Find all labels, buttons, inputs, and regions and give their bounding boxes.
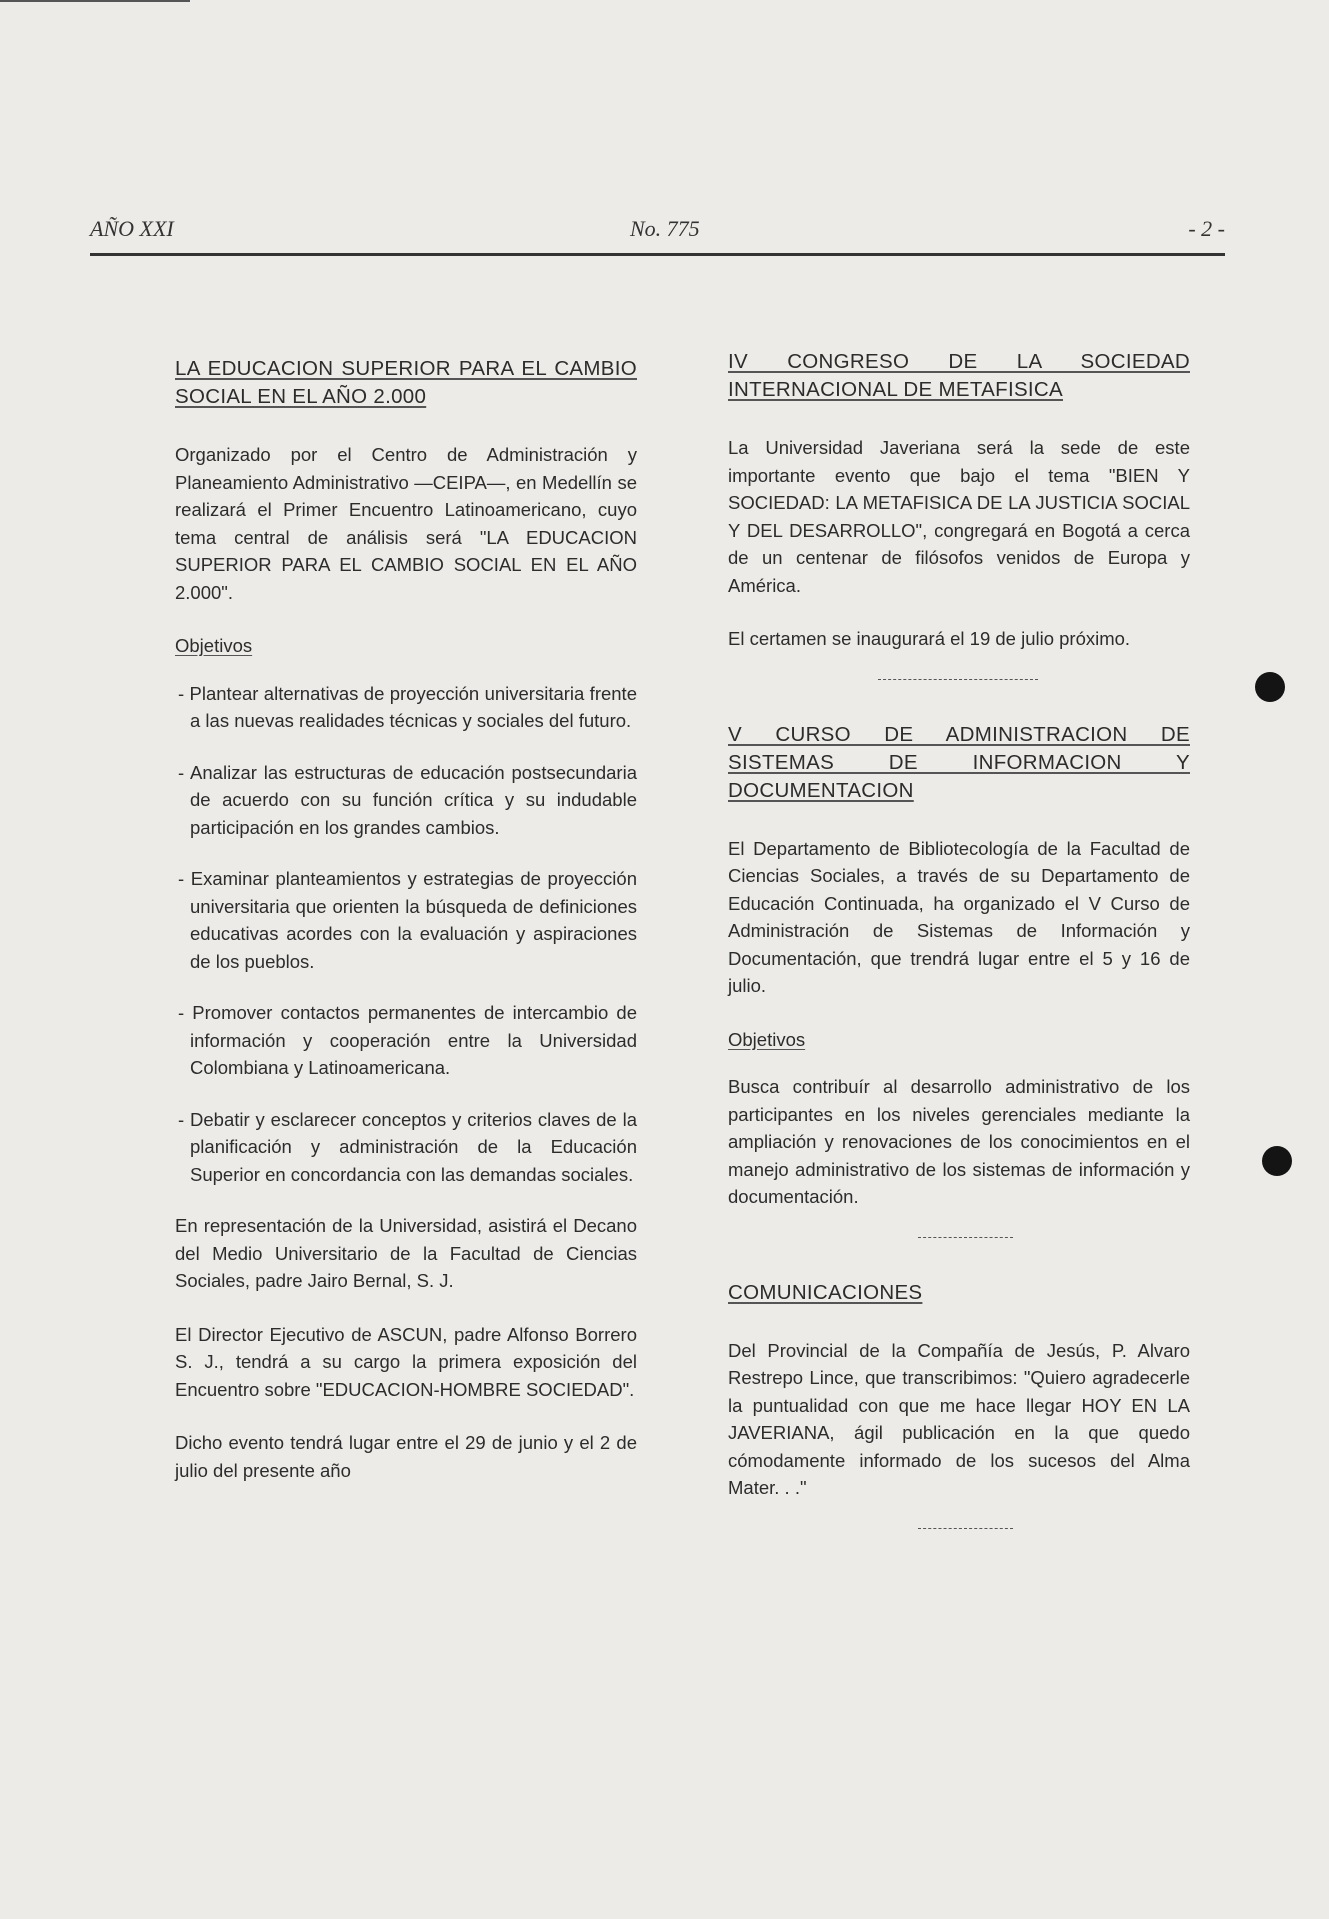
binder-hole-dot: [1255, 672, 1285, 702]
article-title-education: LA EDUCACION SUPERIOR PARA EL CAMBIO SOCIAL EN EL AÑO 2.000: [175, 357, 637, 408]
section-divider: [918, 1237, 1013, 1239]
objectives-label: Objetivos: [175, 635, 253, 656]
communications-paragraph: Del Provincial de la Compañía de Jesús, P. Alvaro Restrepo Lince, que transcribimos: "Quiero agradecerle la puntualidad con que me hace llegar HOY EN LA JAVERIANA, ágil publicación en la que quedo cómodamente informado de los sucesos del Alma Mater. . .": [728, 1339, 1190, 1498]
left-column: [175, 355, 637, 1510]
header-issue-number: No. 775: [630, 216, 700, 241]
right-column: [728, 348, 1190, 1570]
course-paragraph: El Departamento de Bibliotecología de la Facultad de Ciencias Sociales, a través de su Departamento de Educación Continuada, ha organizado el V Curso de Administración de Sistemas de Información y Documentación, que trendrá lugar entre el 5 y 16 de julio.: [728, 837, 1190, 996]
objective-item: - Plantear alternativas de proyección universitaria frente a las nuevas realidades técnicas y sociales del futuro.: [178, 682, 637, 731]
article-title-congress: IV CONGRESO DE LA SOCIEDAD INTERNACIONAL DE METAFISICA: [728, 350, 1190, 401]
section-divider: [878, 679, 1038, 681]
course-objectives-label: Objetivos: [728, 1028, 806, 1050]
congress-date-paragraph: El certamen se inaugurará el 19 de julio próximo.: [728, 628, 1131, 649]
objective-item: - Promover contactos permanentes de intercambio de información y cooperación entre la Universidad Colombiana y Latinoamericana.: [178, 1002, 637, 1078]
header-page-number: - 2 -: [1188, 216, 1225, 241]
objective-item: - Examinar planteamientos y estrategias de proyección universitaria que orienten la búsqueda de definiciones educativas acordes con la evaluación y aspiraciones de los pueblos.: [178, 868, 637, 972]
top-corner-line: [0, 0, 190, 2]
congress-paragraph: La Universidad Javeriana será la sede de este importante evento que bajo el tema "BIEN Y SOCIEDAD: LA METAFISICA DE LA JUSTICIA SOCIAL Y DEL DESARROLLO", congregará en Bogotá a cerca de un centenar de filósofos venidos de Europa y América.: [728, 437, 1190, 596]
event-date-paragraph: Dicho evento tendrá lugar entre el 29 de junio y el 2 de julio del presente año: [175, 1432, 637, 1481]
representation-paragraph: En representación de la Universidad, asistirá el Decano del Medio Universitario de la Facultad de Ciencias Sociales, padre Jairo Bernal, S. J.: [175, 1215, 637, 1291]
article-intro: Organizado por el Centro de Administración y Planeamiento Administrativo —CEIPA—, en Medellín se realizará el Primer Encuentro Latinoamericano, cuyo tema central de análisis será "LA EDUCACION SUPERIOR PARA EL CAMBIO SOCIAL EN EL AÑO 2.000".: [175, 444, 637, 603]
objective-item: - Debatir y esclarecer conceptos y criterios claves de la planificación y administración de la Educación Superior en concordancia con las demandas sociales.: [178, 1108, 637, 1185]
article-title-communications: COMUNICACIONES: [728, 1280, 923, 1304]
course-objectives-paragraph: Busca contribuír al desarrollo administrativo de los participantes en los niveles gerenciales mediante la ampliación y renovaciones de los conocimientos en el manejo administrativo de los sistemas de información y documentación.: [728, 1076, 1190, 1207]
header-year: AÑO XXI: [90, 216, 174, 241]
header-rule: [90, 253, 1225, 256]
objective-item: - Analizar las estructuras de educación postsecundaria de acuerdo con su función crítica y su indudable participación en los grandes cambios.: [178, 761, 637, 838]
article-title-course: V CURSO DE ADMINISTRACION DE SISTEMAS DE INFORMACION Y DOCUMENTACION: [728, 722, 1190, 802]
binder-hole-dot: [1262, 1146, 1292, 1176]
director-paragraph: El Director Ejecutivo de ASCUN, padre Alfonso Borrero S. J., tendrá a su cargo la primera exposición del Encuentro sobre "EDUCACION-HOMBRE SOCIEDAD".: [175, 1323, 637, 1400]
section-divider: [918, 1528, 1013, 1530]
